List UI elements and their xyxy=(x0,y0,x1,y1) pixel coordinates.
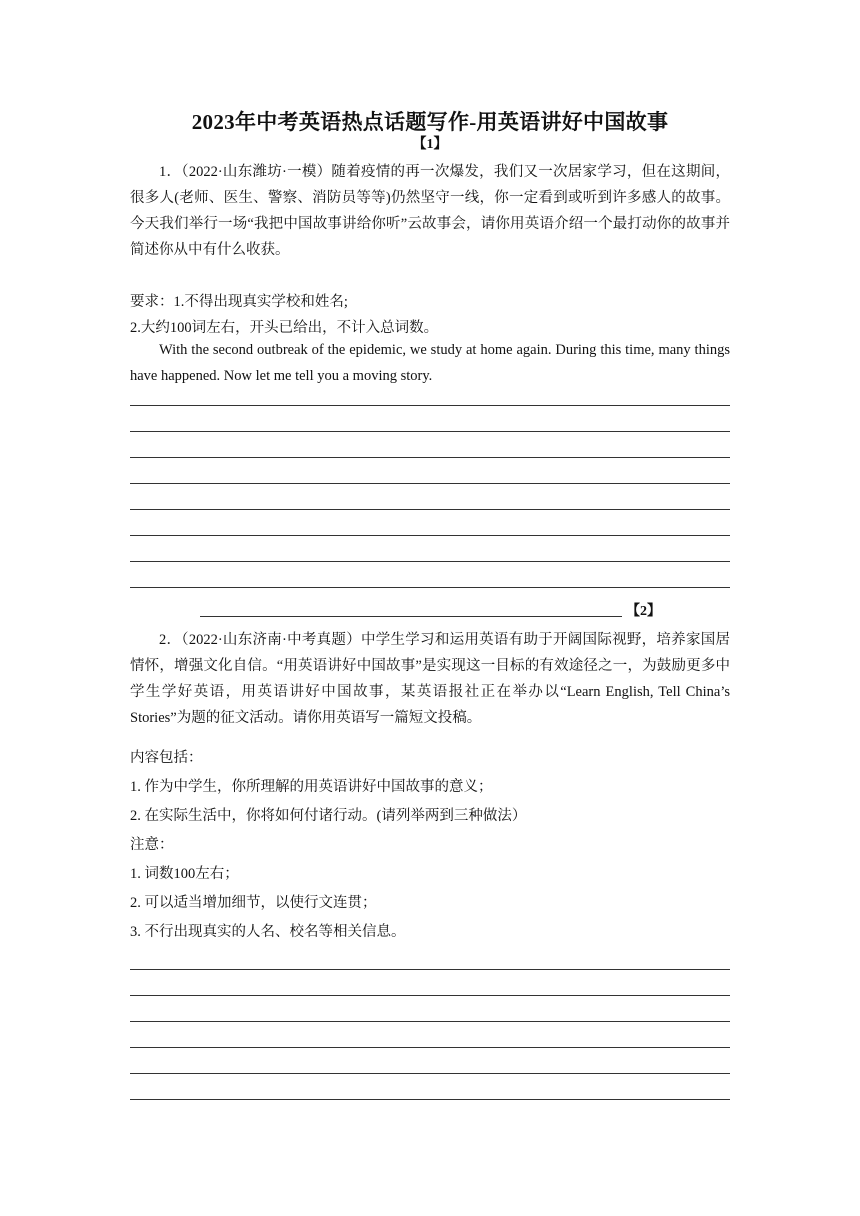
question-1-requirement-1: 要求：1.不得出现真实学校和姓名; xyxy=(130,294,348,310)
question-2-prompt: 2．（2022·山东济南·中考真题）中学生学习和运用英语有助于开阔国际视野，培养家国居情怀，增强文化自信。“用英语讲好中国故事”是实现这一目标的有效途径之一，为鼓励更多中学生学好英语，用英语讲好中国故事，某英语报社正在举办以“Learn English, Tell China’s Stories”为题的征文活动。请你用英语写一篇短文投稿。 xyxy=(130,632,730,726)
question-2-marker: 【2】 xyxy=(626,604,661,619)
answer-line[interactable] xyxy=(130,587,730,588)
answer-line[interactable] xyxy=(130,969,730,970)
answer-line[interactable] xyxy=(130,995,730,996)
question-2-content-label: 内容包括： xyxy=(130,750,203,766)
answer-line[interactable] xyxy=(130,457,730,458)
answer-line[interactable] xyxy=(130,535,730,536)
answer-line[interactable] xyxy=(130,483,730,484)
question-2-content-item-2: 2. 在实际生活中，你将如何付诸行动。(请列举两到三种做法） xyxy=(130,808,527,824)
question-2-content-item-1: 1. 作为中学生，你所理解的用英语讲好中国故事的意义； xyxy=(130,779,493,795)
question-1-marker: 【1】 xyxy=(412,137,448,152)
answer-line[interactable] xyxy=(130,1047,730,1048)
document-title: 2023年中考英语热点话题写作-用英语讲好中国故事 xyxy=(191,110,669,134)
question-2-notes-label: 注意： xyxy=(130,837,174,853)
answer-line[interactable] xyxy=(130,1073,730,1074)
answer-line[interactable] xyxy=(130,1021,730,1022)
answer-line[interactable] xyxy=(130,405,730,406)
answer-line[interactable] xyxy=(130,1099,730,1100)
question-1-requirement-2: 2.大约100词左右，开头已给出，不计入总词数。 xyxy=(130,320,439,336)
answer-line[interactable] xyxy=(130,431,730,432)
answer-line[interactable] xyxy=(130,561,730,562)
question-2-note-1: 1. 词数100左右； xyxy=(130,866,239,882)
question-1-prompt: 1．（2022·山东潍坊·一模）随着疫情的再一次爆发，我们又一次居家学习，但在这期间，很多人(老师、医生、警察、消防员等等)仍然坚守一线，你一定看到或听到许多感人的故事。今天我们举行一场“我把中国故事讲给你听”云故事会，请你用英语介绍一个最打动你的故事并简述你从中有什么收获。 xyxy=(130,164,730,258)
question-1-opening-sentence: With the second outbreak of the epidemic, we study at home again. During this time, many things have happened. Now let me tell you a moving story. xyxy=(130,342,730,384)
answer-line[interactable] xyxy=(130,509,730,510)
question-2-note-2: 2. 可以适当增加细节，以使行文连贯； xyxy=(130,895,377,911)
question-2-note-3: 3. 不行出现真实的人名、校名等相关信息。 xyxy=(130,924,406,940)
answer-line[interactable] xyxy=(200,616,622,617)
